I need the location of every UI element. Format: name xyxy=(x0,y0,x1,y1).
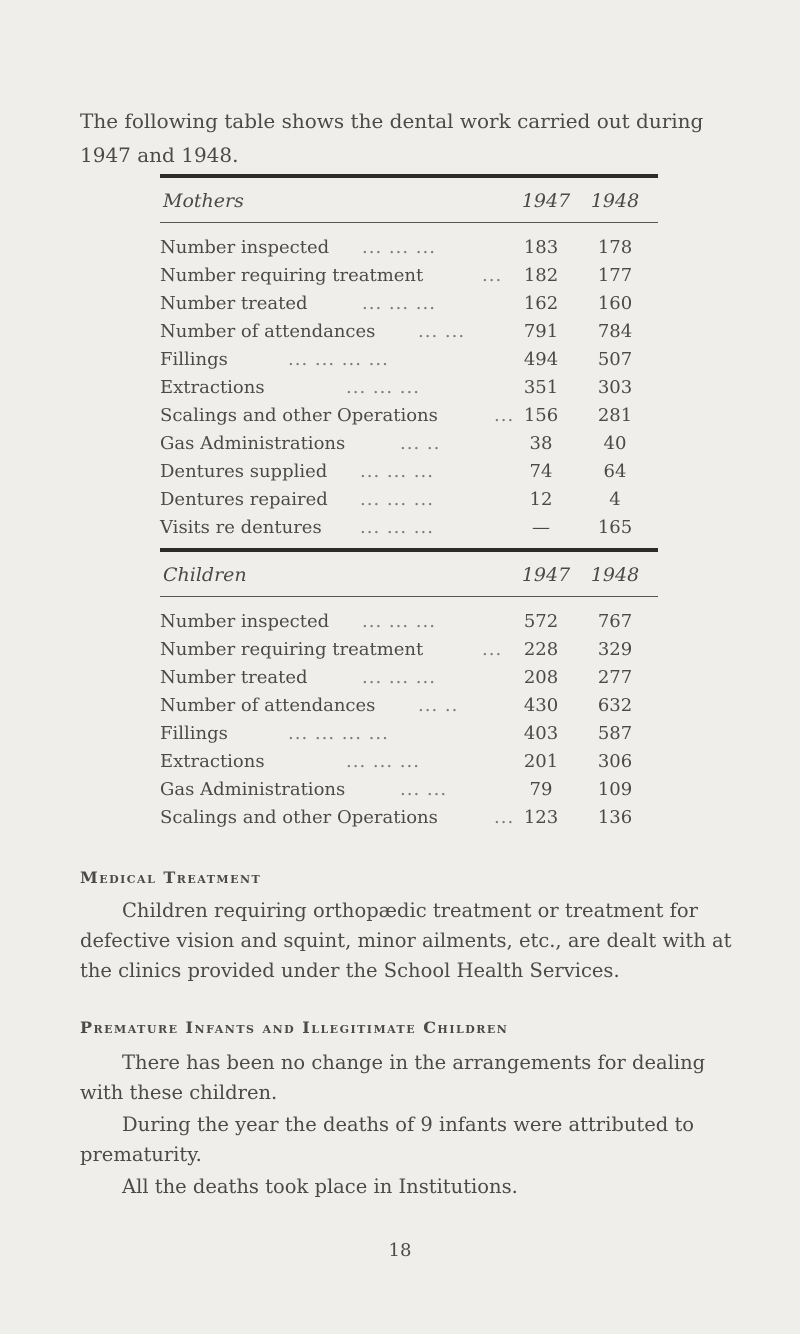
table-row xyxy=(160,345,658,373)
year-1948-header: 1948 xyxy=(590,190,640,212)
table-row xyxy=(160,747,658,775)
section-heading: Mothers xyxy=(163,190,244,212)
table-row xyxy=(160,289,658,317)
leader-dots: ... xyxy=(482,639,503,660)
value-1948: 64 xyxy=(603,461,627,482)
mothers-table xyxy=(160,174,658,541)
value-1948: 767 xyxy=(597,611,633,632)
value-1947: 572 xyxy=(523,611,559,632)
leader-dots: ... ... ... xyxy=(362,611,436,632)
leader-dots: ... ... ... xyxy=(360,461,434,482)
value-1947: 182 xyxy=(523,265,559,286)
leader-dots: ... ... ... xyxy=(362,667,436,688)
mothers-rows xyxy=(160,233,658,541)
row-label: Number of attendances xyxy=(160,695,376,716)
premature-infants-heading: Premature Infants and Illegitimate Children xyxy=(80,1018,509,1037)
row-label: Dentures supplied xyxy=(160,461,328,482)
medical-treatment-heading: Medical Treatment xyxy=(80,868,262,887)
leader-dots: ... ... ... xyxy=(360,517,434,538)
leader-dots: ... ... ... ... xyxy=(288,349,389,370)
value-1948: 160 xyxy=(597,293,633,314)
value-1947: 12 xyxy=(529,489,553,510)
leader-dots: ... ... ... xyxy=(346,751,420,772)
leader-dots: ... xyxy=(494,807,515,828)
table-header xyxy=(160,178,658,223)
leader-dots: ... xyxy=(494,405,515,426)
year-1948-header: 1948 xyxy=(590,564,640,586)
value-1947: 162 xyxy=(523,293,559,314)
value-1947: 74 xyxy=(529,461,553,482)
value-1947: 208 xyxy=(523,667,559,688)
section-heading: Children xyxy=(163,564,247,586)
value-1948: 178 xyxy=(597,237,633,258)
table-row xyxy=(160,607,658,635)
table-row xyxy=(160,233,658,261)
value-1948: 507 xyxy=(597,349,633,370)
row-label: Visits re dentures xyxy=(160,517,322,538)
value-1947: 201 xyxy=(523,751,559,772)
table-row xyxy=(160,317,658,345)
leader-dots: ... ... ... xyxy=(362,293,436,314)
value-1947: — xyxy=(532,517,550,538)
leader-dots: ... ... ... xyxy=(346,377,420,398)
table-row xyxy=(160,691,658,719)
row-label: Gas Administrations xyxy=(160,433,346,454)
row-label: Number of attendances xyxy=(160,321,376,342)
value-1948: 587 xyxy=(597,723,633,744)
table-row xyxy=(160,401,658,429)
intro-text: The following table shows the dental work carried out during 1947 and 1948. xyxy=(80,109,704,167)
year-1947-header: 1947 xyxy=(521,190,571,212)
value-1948: 4 xyxy=(609,489,621,510)
value-1948: 277 xyxy=(597,667,633,688)
table-row xyxy=(160,663,658,691)
children-table xyxy=(160,548,658,831)
value-1947: 228 xyxy=(523,639,559,660)
value-1948: 329 xyxy=(597,639,633,660)
table-row xyxy=(160,485,658,513)
table-row xyxy=(160,429,658,457)
value-1947: 123 xyxy=(523,807,559,828)
leader-dots: ... ... xyxy=(418,321,466,342)
table-row xyxy=(160,635,658,663)
value-1947: 38 xyxy=(529,433,553,454)
leader-dots: ... ... ... ... xyxy=(288,723,389,744)
page-number: 18 xyxy=(388,1240,412,1261)
row-label: Scalings and other Operations xyxy=(160,405,438,426)
medical-treatment-text: Children requiring orthopædic treatment or treatment for defective vision and squint, minor ailments, etc., are dealt with at the clinics provided under the School Health Services. xyxy=(80,899,732,982)
leader-dots: ... ... ... xyxy=(360,489,434,510)
value-1947: 183 xyxy=(523,237,559,258)
value-1947: 791 xyxy=(523,321,559,342)
value-1948: 40 xyxy=(603,433,627,454)
row-label: Number requiring treatment xyxy=(160,265,424,286)
premature-paragraph-2: During the year the deaths of 9 infants were attributed to prematurity. xyxy=(80,1113,695,1166)
value-1948: 303 xyxy=(597,377,633,398)
children-rows xyxy=(160,607,658,831)
row-label: Extractions xyxy=(160,377,265,398)
row-label: Number inspected xyxy=(160,611,330,632)
table-row xyxy=(160,261,658,289)
row-label: Dentures repaired xyxy=(160,489,328,510)
leader-dots: ... .. xyxy=(400,433,441,454)
leader-dots: ... ... xyxy=(400,779,448,800)
value-1948: 109 xyxy=(597,779,633,800)
value-1947: 351 xyxy=(523,377,559,398)
value-1947: 79 xyxy=(529,779,553,800)
row-label: Number treated xyxy=(160,667,308,688)
value-1948: 784 xyxy=(597,321,633,342)
row-label: Number treated xyxy=(160,293,308,314)
table-header xyxy=(160,552,658,597)
table-row xyxy=(160,457,658,485)
table-row xyxy=(160,513,658,541)
table-row xyxy=(160,775,658,803)
value-1948: 136 xyxy=(597,807,633,828)
value-1948: 632 xyxy=(597,695,633,716)
value-1947: 156 xyxy=(523,405,559,426)
table-row xyxy=(160,719,658,747)
value-1947: 403 xyxy=(523,723,559,744)
premature-paragraph-1: There has been no change in the arrangements for dealing with these children. xyxy=(80,1051,706,1104)
value-1947: 494 xyxy=(523,349,559,370)
value-1948: 306 xyxy=(597,751,633,772)
leader-dots: ... xyxy=(482,265,503,286)
leader-dots: ... .. xyxy=(418,695,459,716)
year-1947-header: 1947 xyxy=(521,564,571,586)
value-1948: 165 xyxy=(597,517,633,538)
table-row xyxy=(160,373,658,401)
row-label: Number requiring treatment xyxy=(160,639,424,660)
row-label: Number inspected xyxy=(160,237,330,258)
premature-paragraph-3: All the deaths took place in Institutions. xyxy=(122,1175,518,1198)
row-label: Gas Administrations xyxy=(160,779,346,800)
value-1948: 177 xyxy=(597,265,633,286)
row-label: Fillings xyxy=(160,723,228,744)
row-label: Extractions xyxy=(160,751,265,772)
row-label: Scalings and other Operations xyxy=(160,807,438,828)
table-row xyxy=(160,803,658,831)
value-1948: 281 xyxy=(597,405,633,426)
leader-dots: ... ... ... xyxy=(362,237,436,258)
row-label: Fillings xyxy=(160,349,228,370)
value-1947: 430 xyxy=(523,695,559,716)
